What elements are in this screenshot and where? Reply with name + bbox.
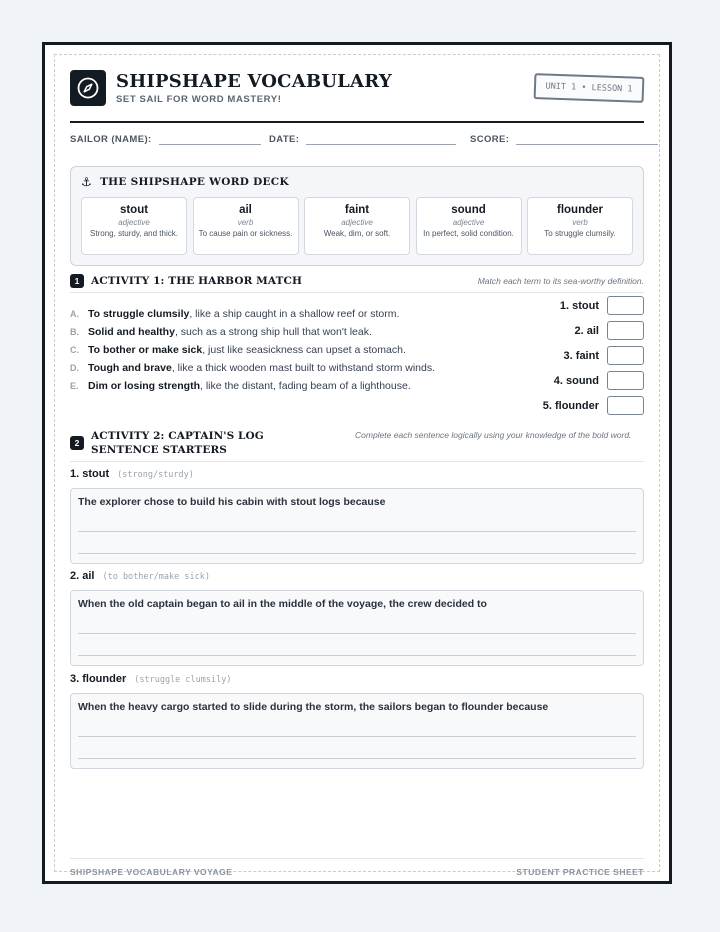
prompt-header (70, 468, 644, 484)
definition-key-phrase: Dim or losing strength (88, 380, 201, 392)
definition-item (70, 308, 440, 321)
card-part-of-speech: adjective (118, 218, 150, 227)
word-card (304, 197, 410, 255)
definition-text (88, 344, 406, 357)
word-cards (81, 197, 633, 255)
match-row (524, 295, 644, 316)
page-header (70, 70, 644, 120)
score-label: SCORE: (470, 134, 510, 145)
date-input-line[interactable] (306, 132, 456, 145)
activity-2-divider (70, 461, 644, 462)
prompt-word: 3. flounder (70, 673, 127, 685)
prompt-hint: (struggle clumsily) (134, 675, 232, 685)
definition-item (70, 380, 440, 393)
definition-key-phrase: Solid and healthy (88, 326, 175, 338)
footer-left-text: SHIPSHAPE VOCABULARY VOYAGE (70, 867, 233, 877)
anchor-icon: ⚓ (81, 175, 93, 189)
worksheet-page (42, 42, 672, 884)
word-card (193, 197, 299, 255)
score-input-line[interactable] (516, 132, 658, 145)
date-label: DATE: (269, 134, 300, 145)
card-part-of-speech: verb (237, 218, 254, 227)
prompt-hint: (strong/sturdy) (117, 470, 194, 480)
definition-key-phrase: To struggle clumsily (88, 308, 190, 320)
definition-item (70, 344, 440, 357)
page-border (54, 54, 660, 877)
prompt-starter: When the old captain began to ail in the middle of the voyage, the crew decided to (78, 598, 487, 610)
sentence-prompt (70, 570, 644, 666)
match-term: 4. sound (553, 374, 599, 387)
card-part-of-speech: adjective (452, 218, 485, 227)
prompt-starter: The explorer chose to build his cabin with stout logs because (78, 496, 386, 508)
match-term: 3. faint (563, 349, 599, 362)
definition-text (88, 308, 399, 321)
activity-1-divider (70, 292, 644, 293)
student-info-fields (70, 132, 644, 150)
definition-text (88, 362, 435, 375)
activity-2-instructions: Complete each sentence logically using your knowledge of the bold word. (355, 430, 632, 440)
card-word: ail (239, 204, 252, 216)
card-definition: To struggle clumsily. (544, 229, 616, 238)
definition-list (70, 308, 440, 398)
prompt-answer-box[interactable] (70, 488, 644, 564)
header-divider (70, 121, 644, 123)
activity-2-title: ACTIVITY 2: CAPTAIN'S LOG SENTENCE STARTERS (91, 430, 264, 456)
match-answer-box[interactable] (607, 396, 644, 415)
activity-2-badge: 2 (70, 436, 84, 450)
prompt-word: 1. stout (70, 468, 110, 480)
prompt-header (70, 570, 644, 586)
definition-item (70, 362, 440, 375)
prompt-hint: (to bother/make sick) (102, 572, 210, 582)
definition-rest: , like the distant, fading beam of a lighthouse. (200, 380, 411, 392)
card-definition: Weak, dim, or soft. (323, 229, 391, 238)
answer-line[interactable] (78, 736, 636, 737)
prompt-answer-box[interactable] (70, 693, 644, 769)
page-content (70, 70, 644, 877)
prompt-answer-box[interactable] (70, 590, 644, 666)
match-term: 2. ail (574, 324, 599, 337)
card-part-of-speech: adjective (341, 218, 373, 227)
answer-line[interactable] (78, 655, 636, 656)
date-field (269, 132, 456, 145)
activity-2-header (70, 429, 320, 457)
definition-key-phrase: Tough and brave (88, 362, 172, 374)
sentence-prompt (70, 673, 644, 769)
page-title: SHIPSHAPE VOCABULARY (116, 71, 392, 92)
match-row (524, 395, 644, 416)
match-row (524, 345, 644, 366)
word-deck-title (81, 175, 289, 189)
definition-text (88, 326, 372, 339)
card-definition: Strong, sturdy, and thick. (90, 229, 178, 238)
answer-line[interactable] (78, 531, 636, 532)
match-answer-box[interactable] (607, 296, 644, 315)
match-row (524, 320, 644, 341)
word-card (527, 197, 633, 255)
answer-line[interactable] (78, 633, 636, 634)
definition-letter: E. (70, 381, 79, 391)
match-answer-box[interactable] (607, 371, 644, 390)
definition-rest: , like a thick wooden mast built to withstand storm winds. (171, 362, 436, 374)
name-label: SAILOR (NAME): (70, 134, 152, 145)
footer-right-text: STUDENT PRACTICE SHEET (516, 867, 644, 877)
match-answer-column (524, 295, 644, 420)
card-word: stout (119, 204, 149, 216)
definition-letter: D. (70, 363, 79, 373)
activity-1-title: ACTIVITY 1: THE HARBOR MATCH (91, 275, 302, 287)
definition-rest: , like a ship caught in a shallow reef or storm. (189, 308, 400, 320)
definition-item (70, 326, 440, 339)
definition-letter: C. (70, 345, 79, 355)
word-card (416, 197, 522, 255)
definition-letter: A. (70, 309, 79, 319)
prompt-starter: When the heavy cargo started to slide during the storm, the sailors began to flounder because (78, 701, 549, 713)
match-answer-box[interactable] (607, 321, 644, 340)
unit-lesson-stamp: UNIT 1 • LESSON 1 (534, 73, 645, 103)
page-subtitle: SET SAIL FOR WORD MASTERY! (116, 94, 282, 105)
word-card (81, 197, 187, 255)
prompt-word: 2. ail (70, 570, 95, 582)
card-word: flounder (557, 204, 603, 216)
card-definition: In perfect, solid condition. (423, 229, 514, 238)
sentence-prompt (70, 468, 644, 564)
definition-text (88, 380, 411, 393)
footer-divider (70, 858, 644, 859)
definition-rest: , just like seasickness can upset a stomach. (202, 344, 406, 356)
definition-rest: , such as a strong ship hull that won't leak. (174, 326, 372, 338)
definition-key-phrase: To bother or make sick (88, 344, 203, 356)
score-field (470, 132, 658, 145)
answer-line[interactable] (78, 553, 636, 554)
activity-1-instructions: Match each term to its sea-worthy definition. (477, 276, 644, 286)
compass-icon (70, 70, 106, 106)
card-part-of-speech: verb (572, 218, 588, 227)
card-word: faint (344, 204, 370, 216)
prompt-header (70, 673, 644, 689)
match-term: 5. flounder (542, 399, 599, 412)
answer-line[interactable] (78, 758, 636, 759)
word-deck (70, 166, 644, 266)
card-definition: To cause pain or sickness. (198, 229, 293, 238)
name-input-line[interactable] (159, 132, 261, 145)
match-term: 1. stout (559, 299, 599, 312)
match-row (524, 370, 644, 391)
definition-letter: B. (70, 327, 79, 337)
card-word: sound (451, 204, 486, 216)
activity-1-badge: 1 (70, 274, 84, 288)
word-deck-heading: THE SHIPSHAPE WORD DECK (100, 176, 289, 188)
name-field (70, 132, 261, 145)
match-answer-box[interactable] (607, 346, 644, 365)
